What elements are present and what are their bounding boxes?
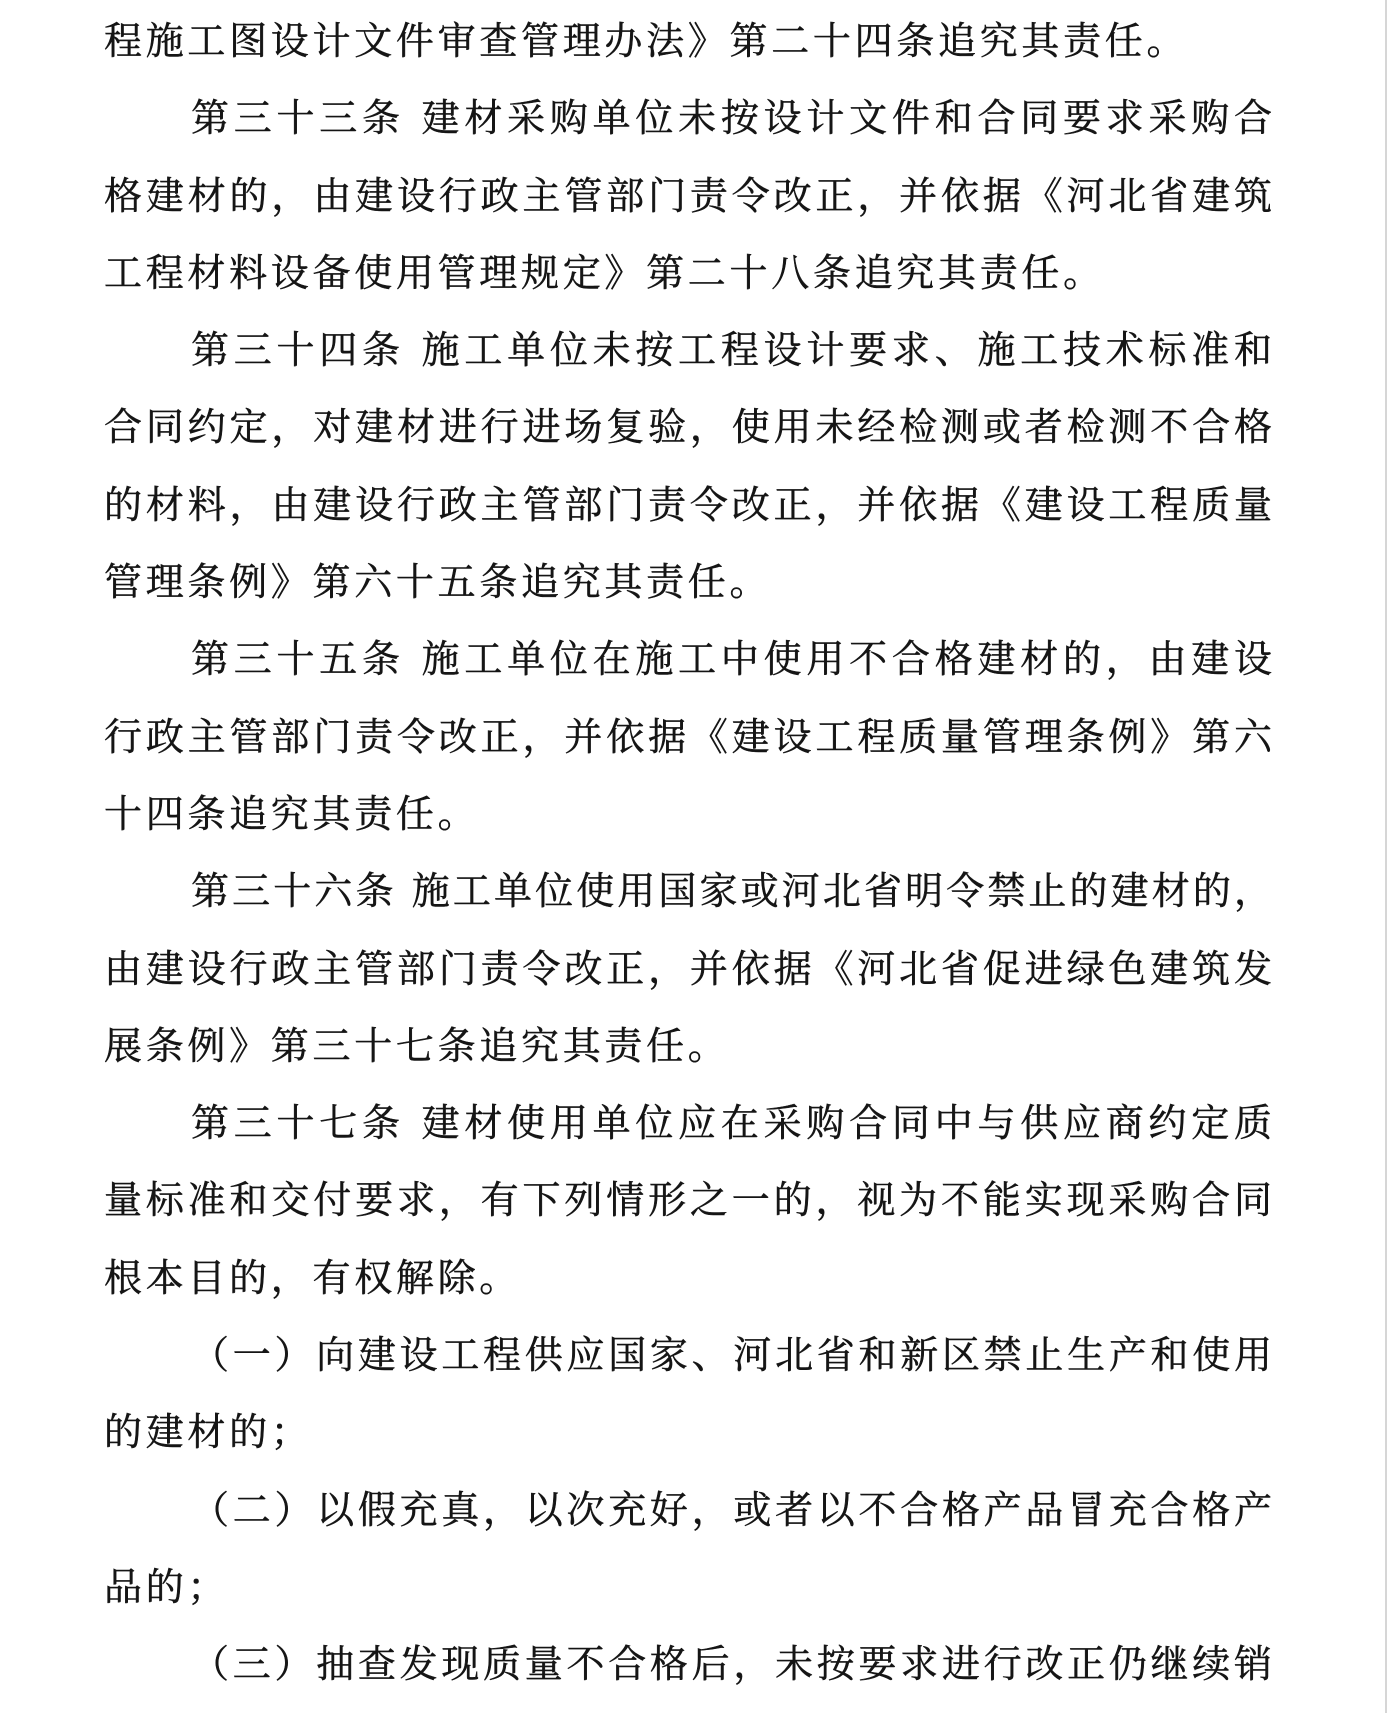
paragraph-article-34 (104, 312, 1272, 621)
text-line: （三）抽查发现质量不合格后，未按要求进行改正仍继续销 (191, 1642, 1272, 1687)
paragraph-article-33 (104, 80, 1272, 312)
text-line: 量标准和交付要求，有下列情形之一的，视为不能实现采购合同 (104, 1178, 1272, 1223)
text-line: （二）以假充真，以次充好，或者以不合格产品冒充合格产 (191, 1487, 1272, 1532)
paragraph-article-36 (104, 853, 1272, 1085)
paragraph-item-2 (104, 1472, 1272, 1627)
text-line: 第三十七条 建材使用单位应在采购合同中与供应商约定质 (191, 1101, 1272, 1146)
text-line: 合同约定，对建材进行进场复验，使用未经检测或者检测不合格 (104, 405, 1272, 450)
paragraph-item-3 (104, 1626, 1272, 1703)
paragraph-continuation (104, 3, 1272, 80)
text-line: 行政主管部门责令改正，并依据《建设工程质量管理条例》第六 (104, 714, 1272, 759)
text-line: 由建设行政主管部门责令改正，并依据《河北省促进绿色建筑发 (104, 946, 1272, 991)
text-line: 品的； (104, 1564, 230, 1609)
text-line: 程施工图设计文件审查管理办法》第二十四条追究其责任。 (104, 19, 1189, 63)
text-line: 第三十三条 建材采购单位未按设计文件和合同要求采购合 (191, 96, 1272, 141)
text-line: 第三十六条 施工单位使用国家或河北省明令禁止的建材的， (191, 869, 1272, 914)
text-line: 管理条例》第六十五条追究其责任。 (104, 560, 772, 605)
text-line: 工程材料设备使用管理规定》第二十八条追究其责任。 (104, 250, 1105, 295)
text-line: 根本目的，有权解除。 (104, 1255, 522, 1300)
text-line: 格建材的，由建设行政主管部门责令改正，并依据《河北省建筑 (104, 173, 1272, 218)
text-line: 的建材的； (104, 1410, 313, 1455)
text-line: 展条例》第三十七条追究其责任。 (104, 1023, 730, 1068)
document-body (104, 3, 1272, 1704)
text-line: 第三十四条 施工单位未按工程设计要求、施工技术标准和 (191, 328, 1272, 373)
text-line: （一）向建设工程供应国家、河北省和新区禁止生产和使用 (191, 1333, 1272, 1378)
paragraph-item-1 (104, 1317, 1272, 1472)
paragraph-article-37 (104, 1085, 1272, 1317)
text-line: 的材料，由建设行政主管部门责令改正，并依据《建设工程质量 (104, 482, 1272, 527)
text-line: 十四条追究其责任。 (104, 791, 480, 836)
paragraph-article-35 (104, 621, 1272, 853)
text-line: 第三十五条 施工单位在施工中使用不合格建材的，由建设 (191, 637, 1272, 682)
